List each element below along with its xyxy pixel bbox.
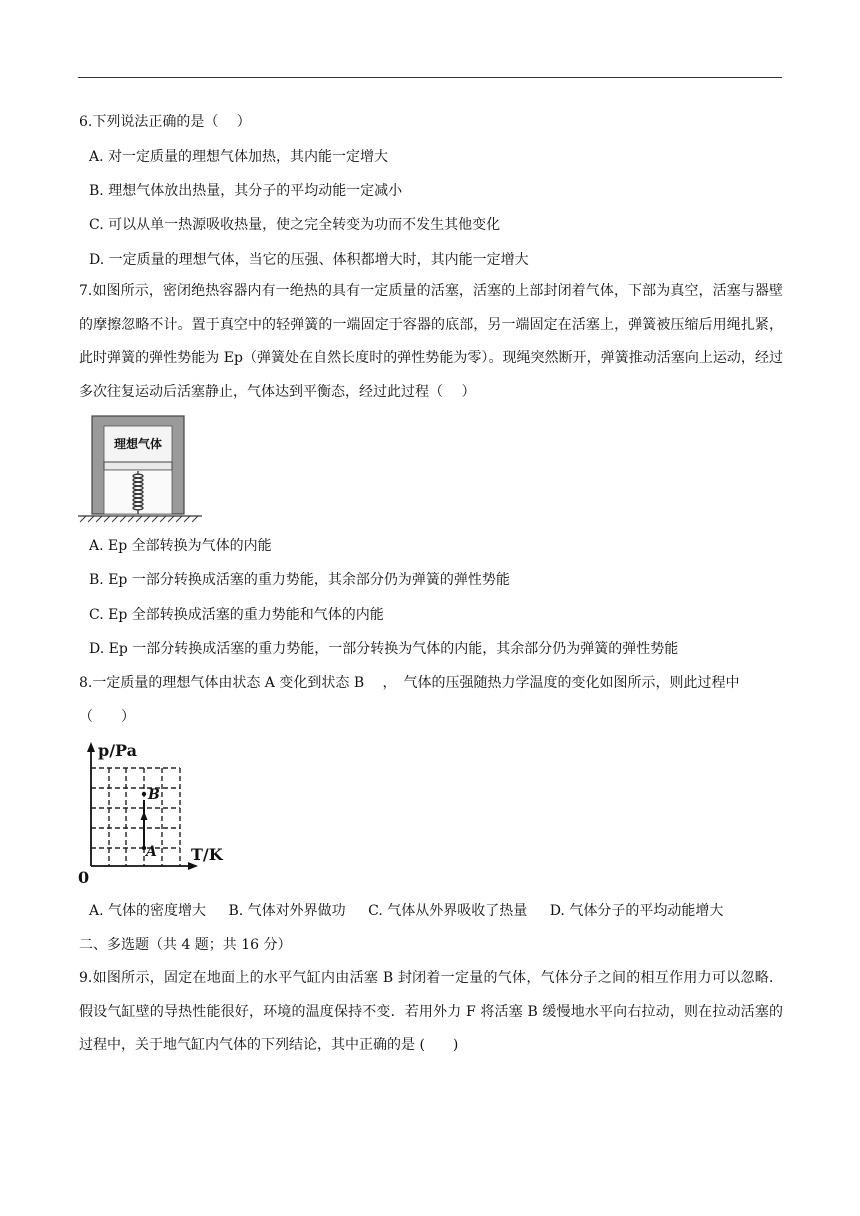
process-arrow-icon <box>141 811 148 820</box>
y-axis-label: p/Pa <box>98 741 137 760</box>
question-9-stem: 9.如图所示，固定在地面上的水平气缸内由活塞 B 封闭着一定量的气体，气体分子之间的相互作用力可以忽略．假设气缸壁的导热性能很好，环境的温度保持不变．若用外力 F 将活塞 B 缓慢地水平向右拉动，则在拉动活塞的过程中，关于地气缸内气体的下列结论，其中正确的是 ( ) <box>79 970 783 1053</box>
question-7-option-d: D. Ep 一部分转换成活塞的重力势能，一部分转换为气体的内能，其余部分仍为弹簧的弹性势能 <box>89 641 679 657</box>
origin-label: 0 <box>78 868 90 886</box>
question-7-option-a: A. Ep 全部转换为气体的内能 <box>89 538 272 554</box>
question-8-stem-cont: （ ） <box>79 709 135 725</box>
x-axis-label: T/K <box>191 845 223 864</box>
graph-grid <box>91 768 180 866</box>
question-8-option-c: C. 气体从外界吸收了热量 <box>368 903 528 919</box>
gas-label: 理想气体 <box>113 437 163 451</box>
question-7-option-c: C. Ep 全部转换成活塞的重力势能和气体的内能 <box>89 607 384 623</box>
question-8-stem: 8.一定质量的理想气体由状态 A 变化到状态 B ， 气体的压强随热力学温度的变化如图所示，则此过程中 <box>79 675 740 691</box>
question-6-option-c: C. 可以从单一热源吸收热量，使之完全转变为功而不发生其他变化 <box>89 217 501 233</box>
container-piston-figure <box>78 414 204 524</box>
question-6-option-d: D. 一定质量的理想气体，当它的压强、体积都增大时，其内能一定增大 <box>89 252 529 268</box>
question-8-option-d: D. 气体分子的平均动能增大 <box>549 903 724 919</box>
question-7-stem: 7.如图所示，密闭绝热容器内有一绝热的具有一定质量的活塞，活塞的上部封闭着气体，下部为真空，活塞与器壁的摩擦忽略不计。置于真空中的轻弹簧的一端固定于容器的底部，另一端固定在活塞上，弹簧被压缩后用绳扎紧，此时弹簧的弹性势能为 Ep（弹簧处在自然长度时的弹性势能为零）。现绳突然断开，弹簧推动活塞向上运动，经过多次往复运动后活塞静止，气体达到平衡态，经过此过程（ ） <box>79 283 783 400</box>
question-7-option-b: B. Ep 一部分转换成活塞的重力势能，其余部分仍为弹簧的弹性势能 <box>89 572 510 588</box>
pressure-temperature-graph <box>74 738 234 886</box>
point-b-label: B <box>148 787 160 803</box>
point-b-dot <box>142 792 146 796</box>
header-rule <box>78 77 782 78</box>
y-axis-arrow-icon <box>87 742 95 752</box>
point-a-label: A <box>146 844 157 860</box>
section-heading: 二、多选题（共 4 题；共 16 分） <box>79 937 292 953</box>
question-8-option-b: B. 气体对外界做功 <box>228 903 346 919</box>
question-8-option-a: A. 气体的密度增大 <box>89 903 207 919</box>
question-6-option-b: B. 理想气体放出热量，其分子的平均动能一定减小 <box>89 183 403 199</box>
question-6-stem: 6.下列说法正确的是（ ） <box>79 114 251 130</box>
question-8-options <box>89 901 741 921</box>
question-6-option-a: A. 对一定质量的理想气体加热，其内能一定增大 <box>89 149 389 165</box>
